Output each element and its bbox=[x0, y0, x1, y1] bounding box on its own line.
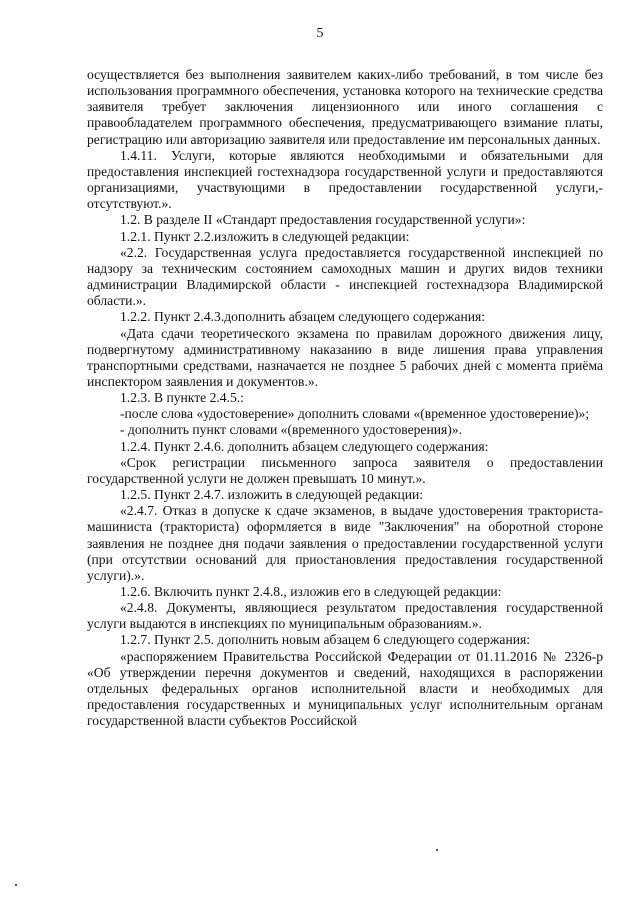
paragraph-2-4-8-quote: «2.4.8. Документы, являющиеся результатом предоставления государственной услуги выдаются в инспекциях по муниципальным образованиям.». bbox=[87, 600, 603, 632]
paragraph-1-2-3: 1.2.3. В пункте 2.4.5.: bbox=[120, 390, 244, 406]
paragraph-1-2: 1.2. В разделе II «Стандарт предоставления государственной услуги»: bbox=[120, 212, 526, 228]
page-number: 5 bbox=[316, 26, 324, 41]
paragraph-1-4-11: 1.4.11. Услуги, которые являются необходимыми и обязательными для предоставления инспекцией гостехнадзора государственной услуги и предоставляются организациями, участвующими в предоставлении государственной услуги,- отсутствуют.». bbox=[87, 147, 603, 212]
scan-speck bbox=[15, 884, 17, 886]
paragraph-exam-date-quote: «Дата сдачи теоретического экзамена по правилам дорожного движения лицу, подвергнутому административному наказанию в виде лишения права управления транспортными средствами, назначается не позднее 5 рабочих дней с момента приёма инспектором заявления и документов.». bbox=[87, 325, 603, 389]
paragraph-1-2-4: 1.2.4. Пункт 2.4.6. дополнить абзацем следующего содержания: bbox=[120, 438, 489, 454]
paragraph-2-4-7-quote: «2.4.7. Отказ в допуске к сдаче экзаменов, в выдаче удостоверения тракториста-машиниста (тракториста) оформляется в виде "Заключения" на оборотной стороне заявления не позднее дня подачи заявления о предоставлении государственной услуги (при отсутствии оснований для приостановления предоставления государственной услуги).». bbox=[87, 503, 603, 583]
paragraph-1-2-1: 1.2.1. Пункт 2.2.изложить в следующей редакции: bbox=[120, 228, 410, 244]
paragraph-registration-quote: «Срок регистрации письменного запроса заявителя о предоставлении государственной услуги не должен превышать 10 минут.». bbox=[87, 454, 603, 486]
paragraph-1-2-5: 1.2.5. Пункт 2.4.7. изложить в следующей редакции: bbox=[120, 487, 424, 503]
paragraph-1-2-2: 1.2.2. Пункт 2.4.3.дополнить абзацем следующего содержания: bbox=[120, 309, 486, 325]
paragraph-1-2-6: 1.2.6. Включить пункт 2.4.8., изложив его в следующей редакции: bbox=[120, 584, 502, 599]
paragraph-continuation: осуществляется без выполнения заявителем каких-либо требований, в том числе без использования программного обеспечения, установка которого на технические средства заявителя требует заключения лицензионного или иного соглашения с правообладателем программного обеспечения, предусматривающего взимание платы, регистрацию или авторизацию заявителя или предоставление им персональных данных. bbox=[87, 67, 603, 147]
paragraph-after-word: -после слова «удостоверение» дополнить словами «(временное удостоверение)»; bbox=[120, 406, 590, 422]
scan-speck bbox=[436, 849, 438, 851]
paragraph-decree-quote: «распоряжением Правительства Российской Федерации от 01.11.2016 № 2326-р «Об утверждении перечня документов и сведений, находящихся в распоряжении отдельных федеральных органов исполнительной власти и необходимых для предоставления государственных и муниципальных услуг исполнительным органам государственной власти субъектов Российской bbox=[87, 648, 603, 729]
paragraph-add-words: - дополнить пункт словами «(временного удостоверения)». bbox=[120, 422, 462, 438]
document-body bbox=[87, 67, 603, 729]
paragraph-2-2-quote: «2.2. Государственная услуга предоставляется государственной инспекцией по надзору за техническим состоянием самоходных машин и других видов техники администрации Владимирской области - инспекцией гостехнадзора Владимирской области.». bbox=[87, 244, 603, 309]
paragraph-1-2-7: 1.2.7. Пункт 2.5. дополнить новым абзацем 6 следующего содержания: bbox=[120, 632, 531, 648]
